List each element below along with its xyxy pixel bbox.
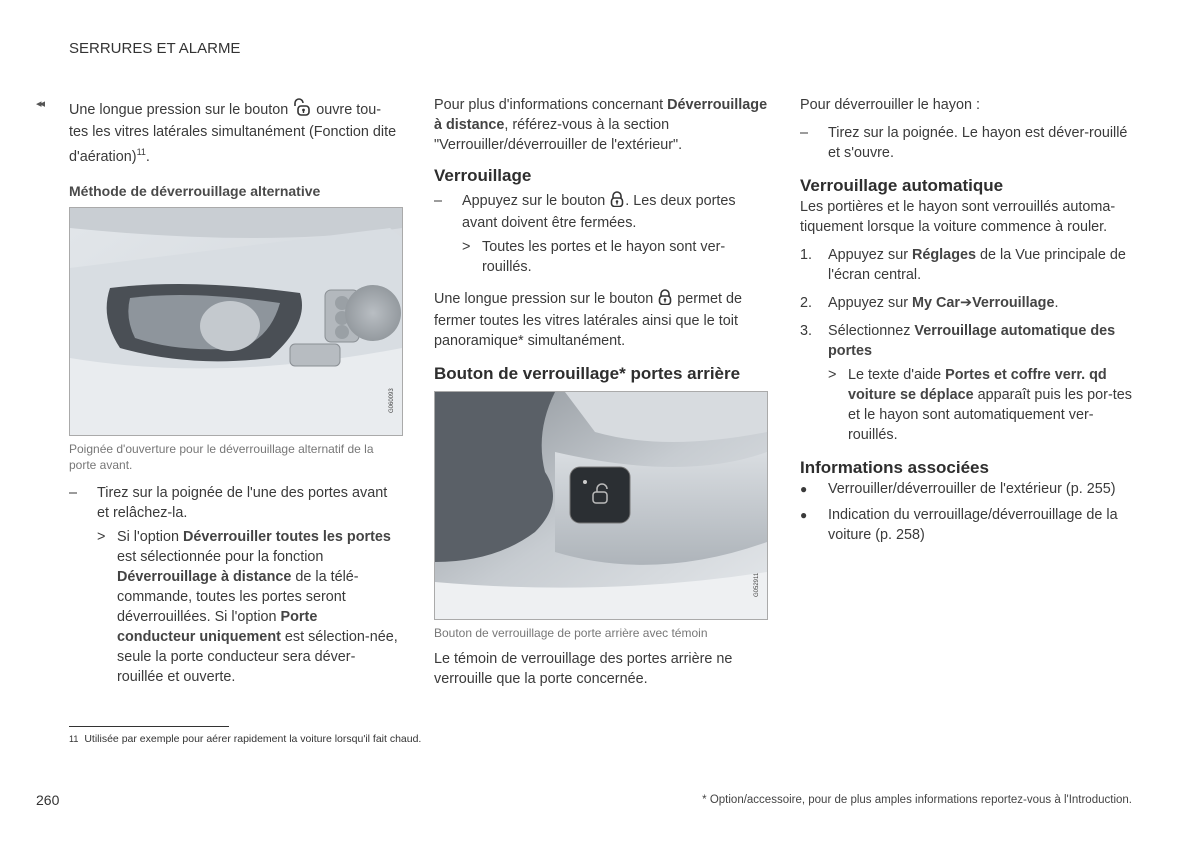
door-handle-figure	[69, 207, 403, 436]
column-2	[434, 95, 769, 689]
lock-result: > Toutes les portes et le hayon sont ver-rouillés.	[462, 239, 726, 275]
rear-lock-button-figure	[434, 391, 768, 620]
tailgate-intro: Pour déverrouiller le hayon :	[800, 97, 980, 113]
figure-2-caption: Bouton de verrouillage de porte arrière avec témoin	[434, 626, 708, 640]
auto-lock-heading: Verrouillage automatique	[800, 176, 1004, 195]
section-title: SERRURES ET ALARME	[69, 40, 241, 57]
tailgate-step: – Tirez sur la poignée. Le hayon est déver-rouillé et s'ouvre.	[800, 125, 1128, 161]
figure-code: G060093	[389, 388, 395, 413]
unlock-icon	[292, 98, 312, 122]
info-paragraph: Pour plus d'informations concernant Déverrouillage à distance, référez-vous à la section "Verrouiller/déverrouiller de l'extérieur".	[434, 97, 768, 153]
step-1: 1. Appuyez sur Réglages de la Vue principale de l'écran central.	[800, 247, 1126, 283]
related-heading: Informations associées	[800, 458, 989, 477]
intro-paragraph: Une longue pression sur le bouton ouvre tou-tes les vitres latérales simultanément (Fonction dite d'aération)$^{11}$.	[69, 98, 399, 167]
lock-icon	[609, 191, 625, 213]
column-1	[69, 98, 399, 687]
rear-lock-heading: Bouton de verrouillage* portes arrière	[434, 364, 741, 383]
figure-1-caption: Poignée d'ouverture pour le déverrouillage alternatif de la porte avant.	[69, 441, 374, 472]
result-item: > Si l'option Déverrouiller toutes les portes est sélectionnée pour la fonction Déverrouillage à distance de la télé-commande, toutes les portes seront déverrouillées. Si l'option Porte conducteur uniquement est sélection-née, seule la porte conducteur sera déver-rouillée et ouverte.	[97, 528, 398, 685]
rear-lock-paragraph: Le témoin de verrouillage des portes arrière ne verrouille que la porte concernée.	[434, 651, 733, 687]
footer-note: * Option/accessoire, pour de plus amples informations reportez-vous à l'Introduction.	[702, 794, 1132, 806]
lock-step: – Appuyez sur le bouton . Les deux portes avant doivent être fermées.	[434, 193, 736, 231]
figure-code: G052911	[754, 572, 760, 597]
alt-method-heading: Méthode de déverrouillage alternative	[69, 182, 321, 199]
auto-lock-text: Les portières et le hayon sont verrouillés automa-tiquement lorsque la voiture commence à rouler.	[800, 199, 1116, 235]
column-3	[800, 95, 1135, 545]
arrow-right-icon: ➔	[960, 295, 973, 311]
lock-icon	[657, 289, 673, 311]
continuation-icon: ◂◂	[36, 98, 44, 110]
step-3: 3. Sélectionnez Verrouillage automatique des portes	[800, 323, 1116, 359]
footnote-divider	[69, 726, 229, 727]
related-link-1[interactable]: ● Verrouiller/déverrouiller de l'extérieur (p. 255)	[800, 481, 1116, 497]
lock-heading: Verrouillage	[434, 166, 532, 185]
footnote: 11 Utilisée par exemple pour aérer rapidement la voiture lorsqu'il fait chaud.	[69, 733, 422, 745]
step-item: – Tirez sur la poignée de l'une des portes avant et relâchez-la.	[69, 484, 388, 521]
long-press-paragraph: Une longue pression sur le bouton permet de fermer toutes les vitres latérales ainsi que le toit panoramique* simultanément.	[434, 291, 743, 349]
step-3-result: > Le texte d'aide Portes et coffre verr. qd voiture se déplace apparaît puis les por-tes et le hayon sont automatiquement ver-rouillés.	[828, 367, 1132, 443]
related-link-2[interactable]: ● Indication du verrouillage/déverrouillage de la voiture (p. 258)	[800, 507, 1118, 543]
page-number: 260	[36, 792, 60, 808]
step-2: 2. Appuyez sur My Car➔Verrouillage.	[800, 295, 1059, 311]
